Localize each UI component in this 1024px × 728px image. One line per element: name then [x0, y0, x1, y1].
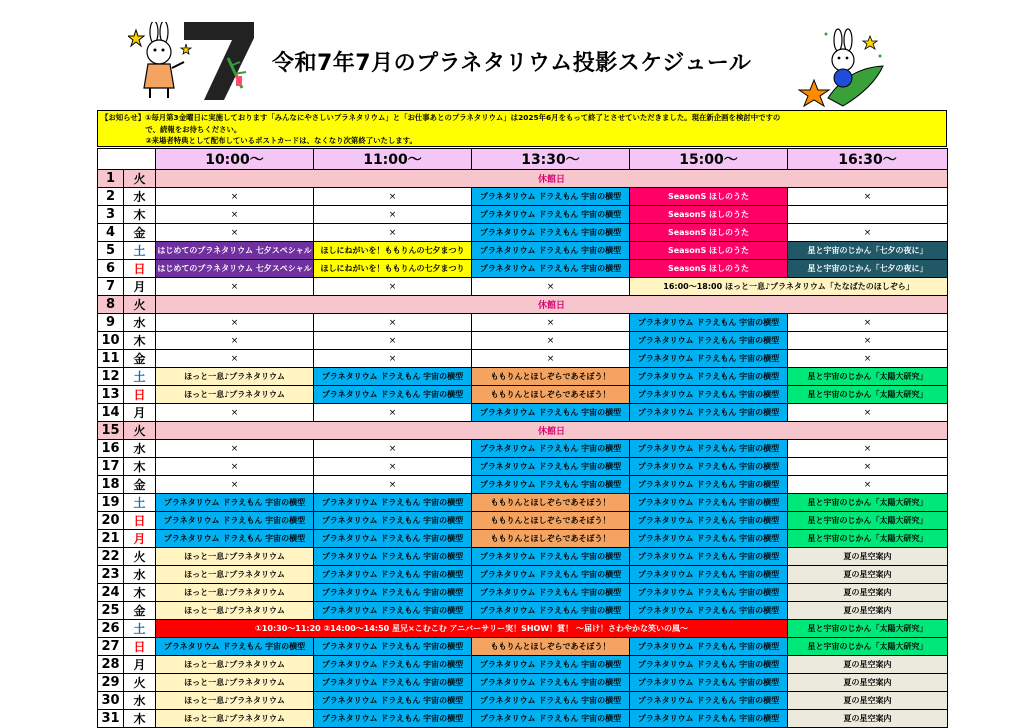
- schedule-cell: SeasonS ほしのうた: [630, 224, 788, 242]
- schedule-cell: プラネタリウム ドラえもん 宇宙の横型: [630, 476, 788, 494]
- schedule-cell: プラネタリウム ドラえもん 宇宙の横型: [630, 692, 788, 710]
- schedule-cell: プラネタリウム ドラえもん 宇宙の横型: [472, 476, 630, 494]
- header: [0, 0, 1024, 108]
- schedule-cell: ももりんとほしぞらであそぼう！: [472, 638, 630, 656]
- schedule-cell: プラネタリウム ドラえもん 宇宙の横型: [314, 530, 472, 548]
- day-row: [98, 206, 948, 224]
- time-header: 13:30～: [472, 149, 630, 170]
- day-row: [98, 620, 948, 638]
- day-row: [98, 314, 948, 332]
- schedule-cell: 星と宇宙のじかん「七夕の夜に」: [788, 242, 948, 260]
- day-row: [98, 404, 948, 422]
- schedule-cell: プラネタリウム ドラえもん 宇宙の横型: [630, 530, 788, 548]
- schedule-cell: 夏の星空案内: [788, 584, 948, 602]
- schedule-cell: プラネタリウム ドラえもん 宇宙の横型: [314, 548, 472, 566]
- day-number: 21: [98, 530, 124, 548]
- schedule-cell: ももりんとほしぞらであそぼう！: [472, 368, 630, 386]
- schedule-cell: ×: [314, 350, 472, 368]
- schedule-cell: プラネタリウム ドラえもん 宇宙の横型: [630, 566, 788, 584]
- schedule-cell: プラネタリウム ドラえもん 宇宙の横型: [472, 692, 630, 710]
- day-number: 23: [98, 566, 124, 584]
- schedule-cell: SeasonS ほしのうた: [630, 242, 788, 260]
- schedule-cell: ×: [472, 314, 630, 332]
- time-header: 16:30～: [788, 149, 948, 170]
- schedule-cell: ×: [156, 404, 314, 422]
- day-of-week: 木: [124, 458, 156, 476]
- day-of-week: 月: [124, 404, 156, 422]
- day-of-week: 月: [124, 278, 156, 296]
- day-row: [98, 584, 948, 602]
- schedule-cell: 夏の星空案内: [788, 692, 948, 710]
- schedule-cell: 夏の星空案内: [788, 548, 948, 566]
- schedule-cell: プラネタリウム ドラえもん 宇宙の横型: [630, 458, 788, 476]
- schedule-cell: プラネタリウム ドラえもん 宇宙の横型: [314, 656, 472, 674]
- schedule-cell: ほっと一息♪プラネタリウム: [156, 386, 314, 404]
- schedule-cell: ×: [314, 278, 472, 296]
- schedule-cell: ×: [472, 278, 630, 296]
- schedule-cell: 星と宇宙のじかん「太陽大研究」: [788, 512, 948, 530]
- schedule-cell: ももりんとほしぞらであそぼう！: [472, 494, 630, 512]
- day-number: 25: [98, 602, 124, 620]
- schedule-cell: プラネタリウム ドラえもん 宇宙の横型: [630, 332, 788, 350]
- schedule-cell: プラネタリウム ドラえもん 宇宙の横型: [630, 512, 788, 530]
- schedule-cell: ×: [156, 188, 314, 206]
- day-of-week: 土: [124, 368, 156, 386]
- notice-line-1: 【お知らせ】①毎月第3金曜日に実施しております「みんなにやさしいプラネタリウム」と「お仕事あとのプラネタリウム」は2025年6月をもって終了とさせていただきました。現在新企画を検討中ですの: [101, 113, 781, 122]
- schedule-cell: 星と宇宙のじかん「太陽大研究」: [788, 638, 948, 656]
- schedule-cell: プラネタリウム ドラえもん 宇宙の横型: [472, 602, 630, 620]
- schedule-cell: プラネタリウム ドラえもん 宇宙の横型: [472, 674, 630, 692]
- schedule-cell: ×: [788, 440, 948, 458]
- schedule-cell: ほっと一息♪プラネタリウム: [156, 602, 314, 620]
- schedule-cell: ほっと一息♪プラネタリウム: [156, 710, 314, 728]
- day-row: [98, 494, 948, 512]
- corner-cell: [98, 149, 156, 170]
- day-number: 19: [98, 494, 124, 512]
- day-of-week: 火: [124, 548, 156, 566]
- schedule-cell: ×: [788, 404, 948, 422]
- day-row: [98, 242, 948, 260]
- day-of-week: 木: [124, 206, 156, 224]
- schedule-cell: プラネタリウム ドラえもん 宇宙の横型: [472, 710, 630, 728]
- day-number: 11: [98, 350, 124, 368]
- day-number: 24: [98, 584, 124, 602]
- day-row: [98, 458, 948, 476]
- day-number: 31: [98, 710, 124, 728]
- schedule-cell: SeasonS ほしのうた: [630, 206, 788, 224]
- day-number: 14: [98, 404, 124, 422]
- day-row: [98, 692, 948, 710]
- day-of-week: 水: [124, 314, 156, 332]
- day-of-week: 土: [124, 494, 156, 512]
- day-row: [98, 566, 948, 584]
- schedule-cell: プラネタリウム ドラえもん 宇宙の横型: [630, 386, 788, 404]
- schedule-cell: プラネタリウム ドラえもん 宇宙の横型: [472, 548, 630, 566]
- schedule-cell: ×: [314, 206, 472, 224]
- schedule-cell: ×: [314, 332, 472, 350]
- schedule-cell: プラネタリウム ドラえもん 宇宙の横型: [314, 692, 472, 710]
- page-title: 令和7年7月のプラネタリウム投影スケジュール: [272, 51, 752, 76]
- notice-line-3: ②来場者特典として配布しているポストカードは、なくなり次第終了いたします。: [101, 136, 417, 145]
- day-of-week: 土: [124, 242, 156, 260]
- schedule-cell: 夏の星空案内: [788, 566, 948, 584]
- schedule-cell: プラネタリウム ドラえもん 宇宙の横型: [314, 638, 472, 656]
- schedule-cell: ほっと一息♪プラネタリウム: [156, 566, 314, 584]
- day-row: [98, 296, 948, 314]
- day-of-week: 火: [124, 674, 156, 692]
- schedule-cell: ×: [156, 332, 314, 350]
- day-of-week: 月: [124, 530, 156, 548]
- day-of-week: 水: [124, 566, 156, 584]
- schedule-cell: プラネタリウム ドラえもん 宇宙の横型: [630, 638, 788, 656]
- schedule-cell: ×: [156, 314, 314, 332]
- schedule-cell: 星と宇宙のじかん「太陽大研究」: [788, 494, 948, 512]
- day-of-week: 木: [124, 332, 156, 350]
- schedule-cell: ×: [788, 314, 948, 332]
- schedule-cell: ×: [314, 404, 472, 422]
- day-row: [98, 674, 948, 692]
- day-row: [98, 440, 948, 458]
- day-row: [98, 602, 948, 620]
- day-number: 8: [98, 296, 124, 314]
- schedule-cell: [788, 206, 948, 224]
- schedule-cell: プラネタリウム ドラえもん 宇宙の横型: [630, 674, 788, 692]
- schedule-cell: ほしにねがいを！ももりんの七夕まつり: [314, 260, 472, 278]
- schedule-cell: プラネタリウム ドラえもん 宇宙の横型: [314, 566, 472, 584]
- schedule-cell: プラネタリウム ドラえもん 宇宙の横型: [472, 566, 630, 584]
- schedule-cell: ×: [156, 224, 314, 242]
- day-number: 5: [98, 242, 124, 260]
- day-of-week: 水: [124, 692, 156, 710]
- schedule-cell: プラネタリウム ドラえもん 宇宙の横型: [472, 242, 630, 260]
- day-number: 17: [98, 458, 124, 476]
- schedule-cell: ほっと一息♪プラネタリウム: [156, 584, 314, 602]
- day-of-week: 月: [124, 656, 156, 674]
- schedule-cell: 星と宇宙のじかん「太陽大研究」: [788, 368, 948, 386]
- day-of-week: 水: [124, 440, 156, 458]
- day-of-week: 日: [124, 260, 156, 278]
- schedule-cell: ×: [314, 188, 472, 206]
- day-of-week: 金: [124, 224, 156, 242]
- day-of-week: 日: [124, 386, 156, 404]
- day-row: [98, 638, 948, 656]
- day-number: 27: [98, 638, 124, 656]
- day-number: 4: [98, 224, 124, 242]
- schedule-cell: 夏の星空案内: [788, 710, 948, 728]
- time-header: 15:00～: [630, 149, 788, 170]
- day-of-week: 金: [124, 476, 156, 494]
- day-of-week: 日: [124, 638, 156, 656]
- schedule-cell: プラネタリウム ドラえもん 宇宙の横型: [472, 404, 630, 422]
- schedule-cell: ×: [156, 206, 314, 224]
- schedule-cell: ほっと一息♪プラネタリウム: [156, 368, 314, 386]
- schedule-cell: プラネタリウム ドラえもん 宇宙の横型: [314, 602, 472, 620]
- schedule-cell: プラネタリウム ドラえもん 宇宙の横型: [314, 710, 472, 728]
- day-of-week: 水: [124, 188, 156, 206]
- schedule-cell: SeasonS ほしのうた: [630, 260, 788, 278]
- day-number: 18: [98, 476, 124, 494]
- day-of-week: 火: [124, 296, 156, 314]
- day-number: 7: [98, 278, 124, 296]
- day-of-week: 日: [124, 512, 156, 530]
- notice-line-2: で、続報をお待ちください。: [101, 124, 242, 134]
- schedule-cell: プラネタリウム ドラえもん 宇宙の横型: [156, 638, 314, 656]
- time-header: 10:00～: [156, 149, 314, 170]
- day-number: 20: [98, 512, 124, 530]
- schedule-cell: プラネタリウム ドラえもん 宇宙の横型: [314, 386, 472, 404]
- notice-box: [97, 110, 947, 147]
- schedule-table: [97, 148, 948, 728]
- schedule-cell: ×: [156, 278, 314, 296]
- schedule-cell: プラネタリウム ドラえもん 宇宙の横型: [472, 206, 630, 224]
- schedule-cell: プラネタリウム ドラえもん 宇宙の横型: [630, 350, 788, 368]
- schedule-cell: 夏の星空案内: [788, 602, 948, 620]
- day-row: [98, 332, 948, 350]
- day-number: 26: [98, 620, 124, 638]
- day-row: [98, 350, 948, 368]
- schedule-cell: ×: [314, 314, 472, 332]
- schedule-cell: ×: [314, 458, 472, 476]
- schedule-cell: プラネタリウム ドラえもん 宇宙の横型: [630, 548, 788, 566]
- time-header: 11:00～: [314, 149, 472, 170]
- day-number: 30: [98, 692, 124, 710]
- bunny-right-illustration: [798, 28, 888, 108]
- schedule-cell: ももりんとほしぞらであそぼう！: [472, 530, 630, 548]
- schedule-cell: プラネタリウム ドラえもん 宇宙の横型: [630, 602, 788, 620]
- day-number: 28: [98, 656, 124, 674]
- day-number: 13: [98, 386, 124, 404]
- schedule-cell: ×: [156, 476, 314, 494]
- schedule-cell: ×: [314, 440, 472, 458]
- schedule-cell: プラネタリウム ドラえもん 宇宙の横型: [314, 494, 472, 512]
- day-of-week: 火: [124, 422, 156, 440]
- day-of-week: 金: [124, 602, 156, 620]
- schedule-cell: ×: [156, 440, 314, 458]
- schedule-cell: ×: [472, 332, 630, 350]
- schedule-cell: ×: [156, 458, 314, 476]
- schedule-cell: はじめてのプラネタリウム 七夕スペシャル: [156, 260, 314, 278]
- day-number: 1: [98, 170, 124, 188]
- schedule-cell: ×: [472, 350, 630, 368]
- day-of-week: 金: [124, 350, 156, 368]
- day-row: [98, 188, 948, 206]
- schedule-cell: プラネタリウム ドラえもん 宇宙の横型: [472, 440, 630, 458]
- schedule-cell: プラネタリウム ドラえもん 宇宙の横型: [472, 656, 630, 674]
- day-number: 29: [98, 674, 124, 692]
- schedule-cell: プラネタリウム ドラえもん 宇宙の横型: [630, 440, 788, 458]
- day-number: 2: [98, 188, 124, 206]
- big-seven-graphic: [180, 18, 258, 102]
- day-number: 15: [98, 422, 124, 440]
- schedule-cell: 夏の星空案内: [788, 674, 948, 692]
- schedule-cell: プラネタリウム ドラえもん 宇宙の横型: [472, 458, 630, 476]
- day-row: [98, 530, 948, 548]
- schedule-cell: プラネタリウム ドラえもん 宇宙の横型: [630, 494, 788, 512]
- schedule-cell: プラネタリウム ドラえもん 宇宙の横型: [472, 584, 630, 602]
- schedule-cell: ほっと一息♪プラネタリウム: [156, 692, 314, 710]
- schedule-cell: ×: [788, 350, 948, 368]
- schedule-cell: ほっと一息♪プラネタリウム: [156, 674, 314, 692]
- day-row: [98, 170, 948, 188]
- day-row: [98, 368, 948, 386]
- schedule-cell: プラネタリウム ドラえもん 宇宙の横型: [630, 314, 788, 332]
- schedule-cell: ×: [314, 224, 472, 242]
- closed-label: 休館日: [156, 422, 948, 440]
- schedule-cell: プラネタリウム ドラえもん 宇宙の横型: [314, 512, 472, 530]
- schedule-cell: ×: [788, 476, 948, 494]
- schedule-cell: ×: [788, 458, 948, 476]
- day-number: 9: [98, 314, 124, 332]
- schedule-cell: ×: [314, 476, 472, 494]
- schedule-cell: プラネタリウム ドラえもん 宇宙の横型: [156, 494, 314, 512]
- time-header-row: [98, 149, 948, 170]
- schedule-cell: プラネタリウム ドラえもん 宇宙の横型: [630, 656, 788, 674]
- schedule-cell: ×: [788, 224, 948, 242]
- schedule-cell: プラネタリウム ドラえもん 宇宙の横型: [472, 188, 630, 206]
- schedule-cell: プラネタリウム ドラえもん 宇宙の横型: [314, 584, 472, 602]
- event-span: 16:00～18:00 ほっと一息♪プラネタリウム「たなばたのほしぞら」: [630, 278, 948, 296]
- schedule-cell: プラネタリウム ドラえもん 宇宙の横型: [472, 260, 630, 278]
- day-row: [98, 656, 948, 674]
- schedule-cell: 夏の星空案内: [788, 656, 948, 674]
- day-row: [98, 548, 948, 566]
- day-row: [98, 224, 948, 242]
- schedule-cell: はじめてのプラネタリウム 七夕スペシャル: [156, 242, 314, 260]
- event-span: ①10:30～11:20 ②14:00～14:50 星兄×こむこむ アニバーサリー実！SHOW！賞！ ～届け！さわやかな笑いの風～: [156, 620, 788, 638]
- day-row: [98, 476, 948, 494]
- schedule-cell: ほっと一息♪プラネタリウム: [156, 656, 314, 674]
- schedule-cell: 星と宇宙のじかん「太陽大研究」: [788, 620, 948, 638]
- day-row: [98, 386, 948, 404]
- schedule-cell: ももりんとほしぞらであそぼう！: [472, 386, 630, 404]
- day-row: [98, 512, 948, 530]
- schedule-cell: SeasonS ほしのうた: [630, 188, 788, 206]
- day-row: [98, 260, 948, 278]
- schedule-cell: 星と宇宙のじかん「七夕の夜に」: [788, 260, 948, 278]
- schedule-cell: プラネタリウム ドラえもん 宇宙の横型: [630, 710, 788, 728]
- schedule-cell: ×: [156, 350, 314, 368]
- day-row: [98, 710, 948, 728]
- day-number: 6: [98, 260, 124, 278]
- day-of-week: 火: [124, 170, 156, 188]
- schedule-cell: ももりんとほしぞらであそぼう！: [472, 512, 630, 530]
- day-of-week: 木: [124, 710, 156, 728]
- day-number: 16: [98, 440, 124, 458]
- schedule-cell: プラネタリウム ドラえもん 宇宙の横型: [156, 512, 314, 530]
- day-number: 22: [98, 548, 124, 566]
- day-row: [98, 278, 948, 296]
- schedule-body: [98, 170, 948, 728]
- day-number: 3: [98, 206, 124, 224]
- day-of-week: 木: [124, 584, 156, 602]
- schedule-cell: プラネタリウム ドラえもん 宇宙の横型: [472, 224, 630, 242]
- schedule-cell: プラネタリウム ドラえもん 宇宙の横型: [314, 368, 472, 386]
- day-number: 12: [98, 368, 124, 386]
- schedule-cell: プラネタリウム ドラえもん 宇宙の横型: [630, 584, 788, 602]
- schedule-cell: 星と宇宙のじかん「太陽大研究」: [788, 386, 948, 404]
- schedule-cell: ×: [788, 188, 948, 206]
- schedule-cell: ほっと一息♪プラネタリウム: [156, 548, 314, 566]
- schedule-cell: プラネタリウム ドラえもん 宇宙の横型: [156, 530, 314, 548]
- schedule-cell: ほしにねがいを！ももりんの七夕まつり: [314, 242, 472, 260]
- closed-label: 休館日: [156, 170, 948, 188]
- schedule-cell: プラネタリウム ドラえもん 宇宙の横型: [630, 404, 788, 422]
- schedule-cell: プラネタリウム ドラえもん 宇宙の横型: [314, 674, 472, 692]
- closed-label: 休館日: [156, 296, 948, 314]
- day-row: [98, 422, 948, 440]
- schedule-cell: 星と宇宙のじかん「太陽大研究」: [788, 530, 948, 548]
- day-number: 10: [98, 332, 124, 350]
- day-of-week: 土: [124, 620, 156, 638]
- schedule-cell: ×: [788, 332, 948, 350]
- schedule-cell: プラネタリウム ドラえもん 宇宙の横型: [630, 368, 788, 386]
